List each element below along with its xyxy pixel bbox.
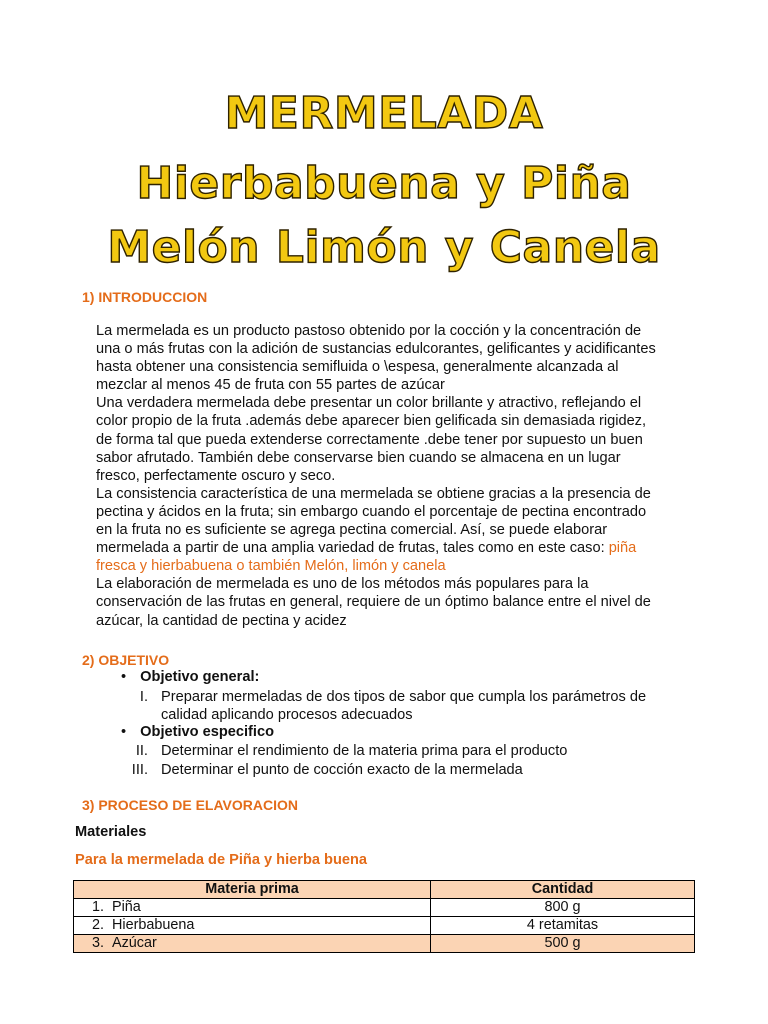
section-heading-introduccion: 1) INTRODUCCION — [82, 289, 208, 305]
text-line: fresco, perfectamente oscuro y seco. — [96, 467, 336, 484]
text-line: pectina y ácidos en la fruta; sin embargo cuando el porcentaje de pectina encontrado — [96, 503, 647, 520]
text-line — [96, 539, 696, 557]
document-subtitle-2: Melón Limón y Canela — [107, 222, 661, 273]
text-line: una o más frutas con la adición de sustancias edulcorantes, gelificantes y acidificantes — [96, 341, 656, 358]
ingredient-name: Hierbabuena — [112, 917, 195, 933]
text-line: color propio de la fruta .además debe aparecer bien gelificada sin demasiada rigidez, — [96, 413, 647, 430]
ingredient-name: Azúcar — [112, 935, 157, 951]
column-header: Materia prima — [74, 881, 431, 899]
objective-text — [161, 688, 721, 724]
row-number: 3. — [91, 935, 104, 951]
roman-numeral: III. — [131, 762, 148, 778]
text-line: mezclar al menos 45 de fruta con 55 partes de azúcar — [96, 377, 445, 394]
table-row — [74, 917, 695, 935]
materials-table — [73, 880, 695, 953]
objective-item-3 — [118, 761, 718, 779]
text-line: hasta obtener una consistencia semifluida o \espesa, generalmente alcanzada al — [96, 359, 619, 376]
intro-paragraph — [96, 322, 696, 630]
text-fragment: mermelada a partir de una amplia variedad de frutas, tales como en este caso: — [96, 540, 609, 557]
document-title: MERMELADA — [224, 88, 544, 139]
materials-label: Materiales — [75, 824, 147, 840]
table-cell — [74, 935, 431, 953]
text-line: calidad aplicando procesos adecuados — [161, 707, 413, 724]
text-line: La consistencia característica de una mermelada se obtiene gracias a la presencia de — [96, 485, 651, 502]
objective-item-1 — [118, 688, 718, 728]
bullet-objetivo-especifico — [121, 724, 274, 740]
objetivo-especifico-label: Objetivo especifico — [140, 724, 274, 740]
document-subtitle-1: Hierbabuena y Piña — [136, 158, 632, 209]
recipe-subheading: Para la mermelada de Piña y hierba buena — [75, 852, 368, 868]
text-line: La elaboración de mermelada es uno de los métodos más populares para la — [96, 576, 589, 593]
text-line: en la fruta no es suficiente se agrega pectina comercial. Así, se puede elaborar — [96, 522, 608, 539]
objective-text: Determinar el punto de cocción exacto de la mermelada — [161, 762, 523, 778]
objective-item-2 — [118, 742, 718, 760]
table-row — [74, 935, 695, 953]
row-number: 1. — [91, 899, 104, 915]
table-cell — [74, 917, 431, 935]
section-heading-objetivo: 2) OBJETIVO — [82, 652, 170, 668]
highlighted-fruit-text: piña — [608, 540, 637, 557]
highlighted-fruit-text: fresca y hierbabuena o también Melón, limón y canela — [96, 558, 446, 575]
objetivo-general-label: Objetivo general: — [140, 669, 260, 685]
row-number: 2. — [91, 917, 104, 933]
roman-numeral: II. — [135, 743, 148, 759]
bullet-objetivo-general — [121, 669, 259, 685]
bullet-dot: • — [121, 669, 127, 685]
objective-text: Determinar el rendimiento de la materia prima para el producto — [161, 743, 568, 759]
table-cell — [74, 899, 431, 917]
text-line: Preparar mermeladas de dos tipos de sabor que cumpla los parámetros de — [161, 689, 647, 705]
column-header: Cantidad — [431, 881, 695, 899]
section-heading-proceso: 3) PROCESO DE ELAVORACION — [82, 797, 298, 813]
roman-numeral: I. — [139, 689, 148, 705]
text-line: conservación de las frutas en general, requiere de un óptimo balance entre el nivel de — [96, 594, 651, 611]
ingredient-quantity: 500 g — [431, 935, 695, 953]
text-line: azúcar, la cantidad de pectina y acidez — [96, 612, 347, 629]
bullet-dot: • — [121, 724, 127, 740]
ingredient-name: Piña — [112, 899, 141, 915]
text-line: Una verdadera mermelada debe presentar un color brillante y atractivo, reflejando el — [96, 395, 642, 412]
ingredient-quantity: 800 g — [431, 899, 695, 917]
text-line: de forma tal que pueda extenderse correctamente .debe tener por supuesto un buen — [96, 431, 643, 448]
text-line: sabor afrutado. También debe conservarse bien cuando se almacena en un lugar — [96, 449, 621, 466]
text-line: La mermelada es un producto pastoso obtenido por la cocción y la concentración de — [96, 323, 642, 339]
table-row — [74, 899, 695, 917]
ingredient-quantity: 4 retamitas — [431, 917, 695, 935]
table-header-row — [74, 881, 695, 899]
